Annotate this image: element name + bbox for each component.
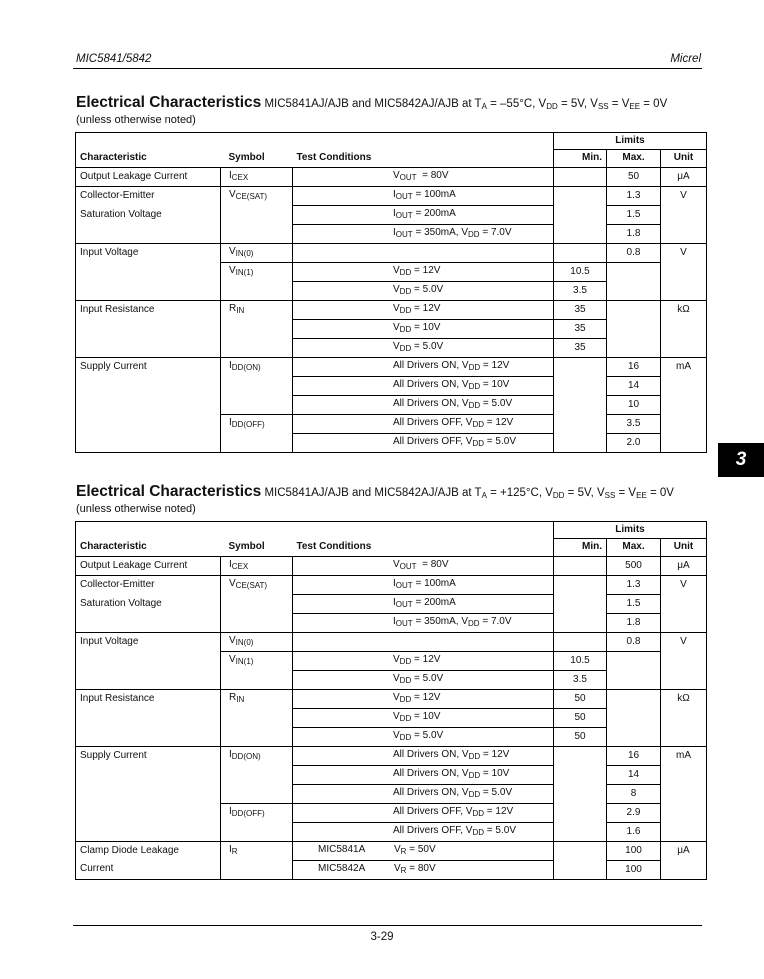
table-row: $I_{OUT} = 350mA$, $V_{DD} = 7.0V$ 1.8 (76, 613, 707, 632)
table-row: $V_{DD} = 10V$ 35 (76, 319, 707, 338)
table-row: Input Voltage $V_{IN(0)}$ 0.8 V (76, 243, 707, 262)
col-unit: Unit (661, 539, 707, 556)
table-row: $V_{IN(1)}$ $V_{DD} = 12V$ 10.5 (76, 651, 707, 670)
table-row: $I_{DD(OFF)}$ All Drivers OFF, $V_{DD} = 12V$ 2.9 (76, 803, 707, 822)
section1-title: Electrical Characteristics (76, 94, 262, 111)
table-row: $V_{DD} = 5.0V$ 3.5 (76, 670, 707, 689)
section-tab-marker: 3 (718, 443, 764, 477)
section2-heading (76, 485, 674, 503)
col-min: Min. (554, 150, 607, 167)
table-row: All Drivers OFF, $V_{DD} = 5.0V$ 2.0 (76, 433, 707, 452)
footer-rule (73, 925, 702, 926)
table-row: Supply Current $I_{DD(ON)}$ All Drivers ON, $V_{DD} = 12V$ 16 mA (76, 746, 707, 765)
section1-subtitle: (unless otherwise noted) (76, 114, 196, 126)
table-row: Current MIC5842A $V_R = 80V$ 100 (76, 860, 707, 879)
table-row (76, 133, 707, 150)
col-characteristic: Characteristic (76, 539, 221, 556)
table-row: Output Leakage Current $I_{CEX}$ $V_{OUT} = 80V$ 500 μA (76, 556, 707, 575)
col-symbol: Symbol (221, 539, 293, 556)
table-row: Collector-Emitter $V_{CE(SAT)}$ $I_{OUT} = 100mA$ 1.3 V (76, 186, 707, 205)
col-max: Max. (607, 150, 661, 167)
header-rule (73, 68, 702, 69)
col-max: Max. (607, 539, 661, 556)
col-test-conditions: Test Conditions (293, 150, 554, 167)
limits-header: Limits (554, 133, 707, 150)
table-row: $V_{DD} = 10V$ 50 (76, 708, 707, 727)
table-row: Clamp Diode Leakage $I_R$ MIC5841A $V_R = 50V$ 100 μA (76, 841, 707, 860)
col-symbol: Symbol (221, 150, 293, 167)
col-unit: Unit (661, 150, 707, 167)
table-row: $I_{OUT} = 350mA$, $V_{DD} = 7.0V$ 1.8 (76, 224, 707, 243)
limits-header: Limits (554, 522, 707, 539)
section2-title: Electrical Characteristics (76, 483, 262, 500)
col-test-conditions: Test Conditions (293, 539, 554, 556)
table-header-row (76, 150, 707, 167)
table-row: Supply Current $I_{DD(ON)}$ All Drivers ON, $V_{DD} = 12V$ 16 mA (76, 357, 707, 376)
running-header-part-number: MIC5841/5842 (76, 53, 152, 65)
table-row: $I_{DD(OFF)}$ All Drivers OFF, $V_{DD} = 12V$ 3.5 (76, 414, 707, 433)
col-min: Min. (554, 539, 607, 556)
table-row: All Drivers ON, $V_{DD} = 10V$ 14 (76, 765, 707, 784)
table-row: All Drivers OFF, $V_{DD} = 5.0V$ 1.6 (76, 822, 707, 841)
table-row: $V_{IN(1)}$ $V_{DD} = 12V$ 10.5 (76, 262, 707, 281)
table-row: Saturation Voltage $I_{OUT} = 200mA$ 1.5 (76, 594, 707, 613)
table-row: All Drivers ON, $V_{DD} = 5.0V$ 10 (76, 395, 707, 414)
table-row (76, 522, 707, 539)
section2-conditions: MIC5841AJ/AJB and MIC5842AJ/AJB at $T_A = +125^\circ C$, $V_{DD} = 5V$, $V_{SS} = V_{EE} = 0V$ (264, 487, 674, 500)
section1-conditions: MIC5841AJ/AJB and MIC5842AJ/AJB at $T_A = -55^\circ C$, $V_{DD} = 5V$, $V_{SS} = V_{EE} = 0V$ (264, 98, 668, 111)
table-row: $V_{DD} = 5.0V$ 35 (76, 338, 707, 357)
table-row: $V_{DD} = 5.0V$ 50 (76, 727, 707, 746)
table-row: $V_{DD} = 5.0V$ 3.5 (76, 281, 707, 300)
table-row: All Drivers ON, $V_{DD} = 10V$ 14 (76, 376, 707, 395)
section1-heading (76, 96, 667, 114)
table-header-row (76, 539, 707, 556)
table-row: All Drivers ON, $V_{DD} = 5.0V$ 8 (76, 784, 707, 803)
electrical-characteristics-table-2 (75, 521, 707, 880)
table-row: Input Voltage $V_{IN(0)}$ 0.8 V (76, 632, 707, 651)
table-row: Output Leakage Current $I_{CEX}$ $V_{OUT} = 80V$ 50 μA (76, 167, 707, 186)
section2-subtitle: (unless otherwise noted) (76, 503, 196, 515)
table-row: Collector-Emitter $V_{CE(SAT)}$ $I_{OUT} = 100mA$ 1.3 V (76, 575, 707, 594)
table-row: Input Resistance $R_{IN}$ $V_{DD} = 12V$ 50 kΩ (76, 689, 707, 708)
table-row: Input Resistance $R_{IN}$ $V_{DD} = 12V$ 35 kΩ (76, 300, 707, 319)
col-characteristic: Characteristic (76, 150, 221, 167)
electrical-characteristics-table-1 (75, 132, 707, 453)
page-number: 3-29 (370, 931, 394, 943)
running-header-company: Micrel (670, 53, 701, 65)
table-row: Saturation Voltage $I_{OUT} = 200mA$ 1.5 (76, 205, 707, 224)
